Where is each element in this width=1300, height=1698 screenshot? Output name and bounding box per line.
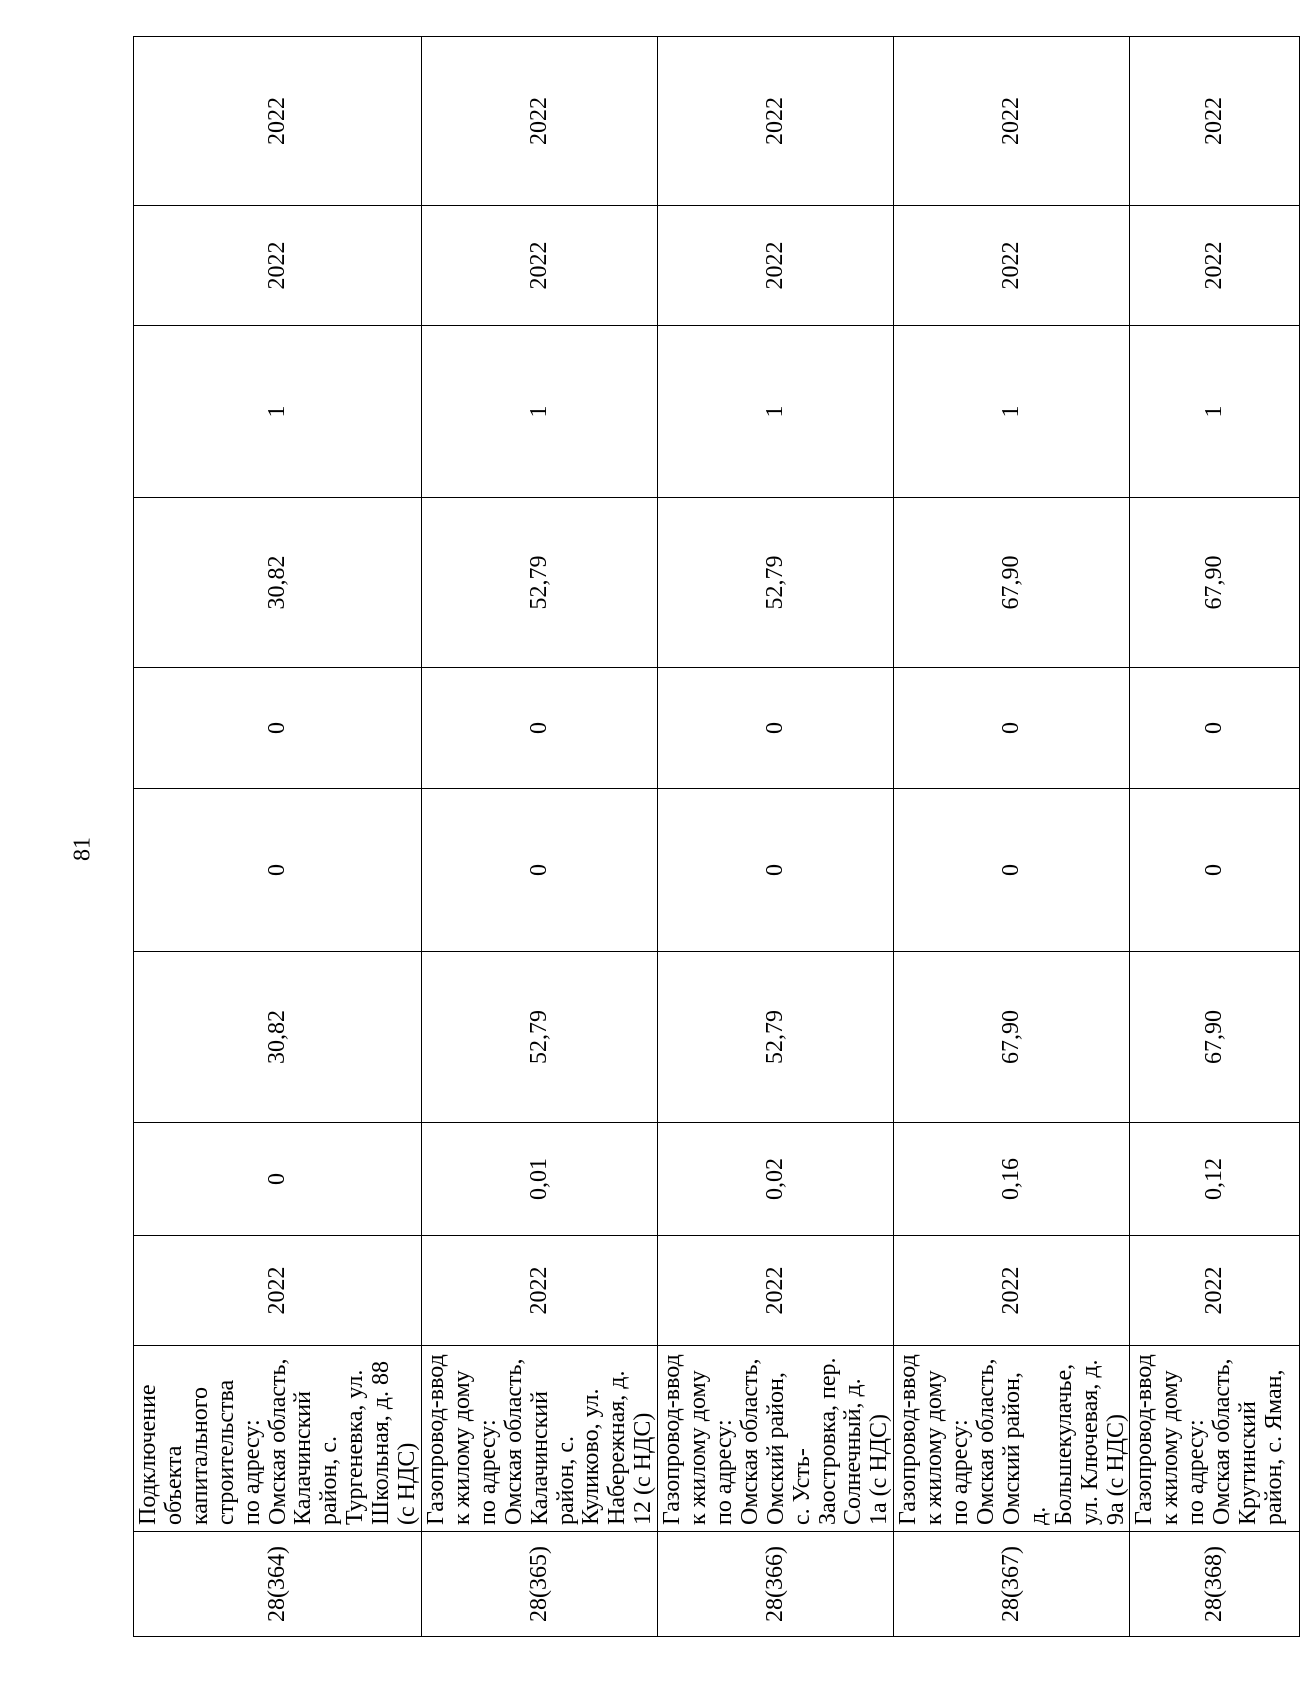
year-cell: 2022 (658, 206, 894, 326)
value-cell: 0 (1130, 668, 1300, 789)
value-cell: 1 (421, 326, 657, 498)
value-cell: 52,79 (421, 498, 657, 668)
value-cell: 1 (1130, 326, 1300, 498)
value-cell: 1 (134, 326, 422, 498)
description-cell: Газопровод-ввод к жилому дому по адресу: Омская область, Омский район, с. Усть-Заостровка, пер. Солнечный, д. 1а (с НДС) (658, 1346, 894, 1532)
year-cell: 2022 (658, 37, 894, 206)
value-cell: 0 (894, 789, 1130, 952)
year-cell: 2022 (894, 37, 1130, 206)
year-cell: 2022 (134, 206, 422, 326)
value-cell: 30,82 (134, 952, 422, 1123)
year-cell: 2022 (421, 1236, 657, 1346)
value-cell: 0 (421, 789, 657, 952)
row-id-cell: 28(366) (658, 1532, 894, 1637)
description-cell: Подключение объекта капитального строительства по адресу: Омская область, Калачинский район, с. Тургеневка, ул. Школьная, д. 88 (с НДС) (134, 1346, 422, 1532)
row-id-cell: 28(365) (421, 1532, 657, 1637)
value-cell: 52,79 (658, 498, 894, 668)
row-id-cell: 28(367) (894, 1532, 1130, 1637)
value-cell: 0,12 (1130, 1123, 1300, 1236)
value-cell: 67,90 (894, 498, 1130, 668)
data-table (133, 36, 1300, 1637)
table-row (658, 37, 894, 1637)
year-cell: 2022 (134, 37, 422, 206)
value-cell: 1 (894, 326, 1130, 498)
year-cell: 2022 (894, 1236, 1130, 1346)
value-cell: 0 (1130, 789, 1300, 952)
year-cell: 2022 (1130, 206, 1300, 326)
value-cell: 0,01 (421, 1123, 657, 1236)
row-id-cell: 28(364) (134, 1532, 422, 1637)
description-cell: Газопровод-ввод к жилому дому по адресу: Омская область, Омский район, д. Большекулачье, ул. Ключевая, д. 9а (с НДС) (894, 1346, 1130, 1532)
table-row (1130, 37, 1300, 1637)
value-cell: 0 (894, 668, 1130, 789)
value-cell: 0,02 (658, 1123, 894, 1236)
year-cell: 2022 (1130, 1236, 1300, 1346)
value-cell: 30,82 (134, 498, 422, 668)
row-id-cell: 28(368) (1130, 1532, 1300, 1637)
value-cell: 67,90 (894, 952, 1130, 1123)
value-cell: 52,79 (421, 952, 657, 1123)
value-cell: 0 (134, 789, 422, 952)
value-cell: 67,90 (1130, 498, 1300, 668)
value-cell: 0 (658, 789, 894, 952)
year-cell: 2022 (658, 1236, 894, 1346)
table-row (134, 37, 422, 1637)
year-cell: 2022 (134, 1236, 422, 1346)
value-cell: 0 (421, 668, 657, 789)
year-cell: 2022 (894, 206, 1130, 326)
page-number: 81 (69, 837, 96, 861)
table-row (894, 37, 1130, 1637)
year-cell: 2022 (1130, 37, 1300, 206)
description-cell: Газопровод-ввод к жилому дому по адресу: Омская область, Калачинский район, с. Куликово, ул. Набережная, д. 12 (с НДС) (421, 1346, 657, 1532)
value-cell: 52,79 (658, 952, 894, 1123)
value-cell: 1 (658, 326, 894, 498)
year-cell: 2022 (421, 206, 657, 326)
rotated-table-container (133, 37, 1287, 1637)
description-cell: Газопровод-ввод к жилому дому по адресу: Омская область, Крутинский район, с. Яман, (1130, 1346, 1300, 1532)
value-cell: 0 (134, 668, 422, 789)
value-cell: 0 (134, 1123, 422, 1236)
year-cell: 2022 (421, 37, 657, 206)
table-row (421, 37, 657, 1637)
value-cell: 0 (658, 668, 894, 789)
value-cell: 0,16 (894, 1123, 1130, 1236)
value-cell: 67,90 (1130, 952, 1300, 1123)
